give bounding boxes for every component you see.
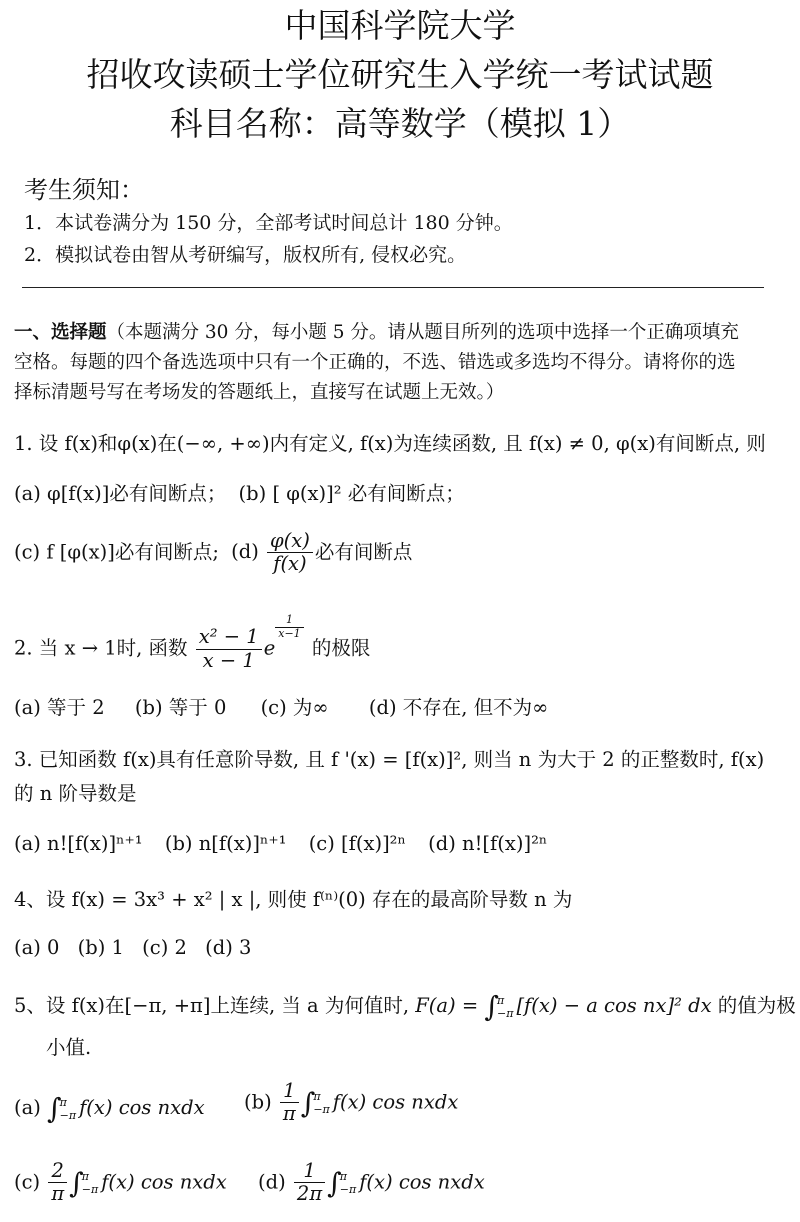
option-fraction <box>294 1160 325 1206</box>
integral-limits <box>497 994 513 1020</box>
question-3-line-1: 3. 已知函数 f(x)具有任意阶导数, 且 f '(x) = [f(x)]², 则当 n 为大于 2 的正整数时, f(x) <box>14 748 765 771</box>
lower-limit: −π <box>339 1182 357 1196</box>
question-3-option-b: (b) n[f(x)]ⁿ⁺¹ <box>164 832 287 855</box>
question-5-formula-lhs: F(a) = <box>415 994 479 1017</box>
option-fraction <box>280 1080 299 1126</box>
question-5-line-2: 小值. <box>46 1036 92 1059</box>
exponent-numerator: 1 <box>275 614 303 628</box>
integral-sign-icon: ∫ <box>69 1166 84 1200</box>
question-4-options <box>14 936 251 959</box>
integral-sign-icon: ∫ <box>327 1166 342 1200</box>
question-2-option-a: (a) 等于 2 <box>14 696 105 719</box>
question-1-options-cd <box>14 530 412 576</box>
option-label: (c) <box>14 1170 41 1194</box>
question-2-exp-base: e <box>263 636 276 660</box>
university-title: 中国科学院大学 <box>284 6 516 45</box>
upper-limit: π <box>59 1095 67 1109</box>
integral-body: f(x) cos nxdx <box>332 1090 459 1114</box>
question-1-option-a: (a) φ[f(x)]必有间断点； <box>14 482 227 505</box>
question-3-option-c: (c) [f(x)]²ⁿ <box>308 832 406 855</box>
question-3-line-2: 的 n 阶导数是 <box>14 782 137 805</box>
exponent-denominator: x−1 <box>278 626 301 640</box>
option-label: (b) <box>244 1090 272 1114</box>
integral-sign-icon: ∫ <box>484 990 499 1023</box>
question-5-option-d <box>258 1160 485 1206</box>
question-5-option-a <box>14 1092 205 1125</box>
option-label: (a) <box>14 1096 41 1119</box>
exam-title: 招收攻读硕士学位研究生入学统一考试试题 <box>86 55 714 94</box>
lower-limit: −π <box>497 1006 514 1020</box>
question-3-option-d: (d) n![f(x)]²ⁿ <box>428 832 548 855</box>
question-2-option-b: (b) 等于 0 <box>134 696 227 719</box>
question-2-suffix: 的极限 <box>311 636 371 660</box>
question-1-option-d-label: (d) <box>231 540 259 564</box>
question-1-option-c: (c) f [φ(x)]必有间断点; <box>14 540 219 564</box>
question-5-option-c <box>14 1160 227 1206</box>
section-title: 一、选择题 <box>14 322 107 343</box>
section-desc-1: （本题满分 30 分，每小题 5 分。请从题目所列的选项中选择一个正确项填充 <box>106 322 739 343</box>
upper-limit: π <box>81 1169 89 1183</box>
lower-limit: −π <box>59 1108 77 1122</box>
notice-title: 考生须知： <box>24 176 144 204</box>
question-2-option-c: (c) 为∞ <box>260 696 329 719</box>
fraction-denominator: 2π <box>296 1182 323 1206</box>
question-2-options <box>14 692 548 720</box>
fraction-numerator: x² − 1 <box>196 626 262 649</box>
question-3-option-a: (a) n![f(x)]ⁿ⁺¹ <box>14 832 143 855</box>
divider <box>22 287 764 288</box>
fraction-denominator: π <box>282 1102 296 1126</box>
upper-limit: π <box>313 1089 321 1103</box>
integral-body: f(x) cos nxdx <box>359 1170 485 1194</box>
upper-limit: π <box>497 993 505 1007</box>
question-2-fraction <box>196 626 262 672</box>
fraction-numerator: φ(x) <box>267 530 313 553</box>
integral-sign-icon: ∫ <box>300 1086 316 1120</box>
integral-limits <box>82 1170 98 1196</box>
question-5-option-b <box>244 1080 458 1126</box>
question-4-option-d: (d) 3 <box>205 936 252 959</box>
fraction-numerator: 2 <box>48 1160 67 1183</box>
question-1-stem: 1. 设 f(x)和φ(x)在(−∞, +∞)内有定义, f(x)为连续函数, 且 f(x) ≠ 0, φ(x)有间断点, 则 <box>14 432 766 455</box>
option-fraction <box>48 1160 67 1206</box>
question-1-option-d-fraction <box>267 530 313 576</box>
question-5-stem <box>14 990 796 1023</box>
notice-item-2: 2．模拟试卷由智从考研编写，版权所有, 侵权必究。 <box>24 244 467 266</box>
fraction-denominator: π <box>51 1182 65 1206</box>
fraction-denominator: x − 1 <box>202 648 255 672</box>
section-desc-3: 择标清题号写在考场发的答题纸上，直接写在试题上无效。） <box>14 382 505 403</box>
question-5-integrand: [f(x) − a cos nx]² dx <box>516 994 712 1017</box>
integral-body: f(x) cos nxdx <box>101 1170 227 1194</box>
question-1-options-ab <box>14 478 465 506</box>
question-2-option-d: (d) 不存在, 但不为∞ <box>368 696 549 719</box>
integral-sign-icon: ∫ <box>47 1092 62 1125</box>
question-4-option-a: (a) 0 <box>14 936 60 959</box>
integral-limits <box>313 1090 329 1116</box>
integral-body: f(x) cos nxdx <box>79 1096 205 1119</box>
question-1-option-b: (b) [ φ(x)]² 必有间断点； <box>238 482 465 505</box>
fraction-denominator: f(x) <box>273 552 307 576</box>
question-4-option-b: (b) 1 <box>77 936 124 959</box>
notice-item-1: 1．本试卷满分为 150 分，全部考试时间总计 180 分钟。 <box>24 212 513 234</box>
question-4-option-c: (c) 2 <box>142 936 187 959</box>
subject-title: 科目名称：高等数学（模拟 1） <box>169 104 631 143</box>
question-2-exponent <box>275 614 303 640</box>
lower-limit: −π <box>313 1102 330 1116</box>
question-2-prefix: 2. 当 x → 1时, 函数 <box>14 636 188 660</box>
option-label: (d) <box>258 1170 286 1194</box>
lower-limit: −π <box>81 1182 99 1196</box>
section-description <box>14 318 739 348</box>
question-4-stem: 4、设 f(x) = 3x³ + x² | x |, 则使 f⁽ⁿ⁾(0) 存在的最高阶导数 n 为 <box>14 888 573 911</box>
question-5-suffix: 的值为极 <box>717 994 796 1017</box>
section-desc-2: 空格。每题的四个备选选项中只有一个正确的，不选、错选或多选均不得分。请将你的选 <box>14 352 736 373</box>
integral-limits <box>340 1170 356 1196</box>
question-2-stem <box>14 614 370 672</box>
fraction-numerator: 1 <box>280 1080 299 1103</box>
upper-limit: π <box>339 1169 347 1183</box>
question-3-options <box>14 832 547 855</box>
question-5-prefix: 5、设 f(x)在[−π, +π]上连续, 当 a 为何值时, <box>14 994 410 1017</box>
integral-limits <box>60 1096 76 1122</box>
fraction-numerator: 1 <box>294 1160 325 1183</box>
question-1-option-d-text: 必有间断点 <box>314 540 413 564</box>
